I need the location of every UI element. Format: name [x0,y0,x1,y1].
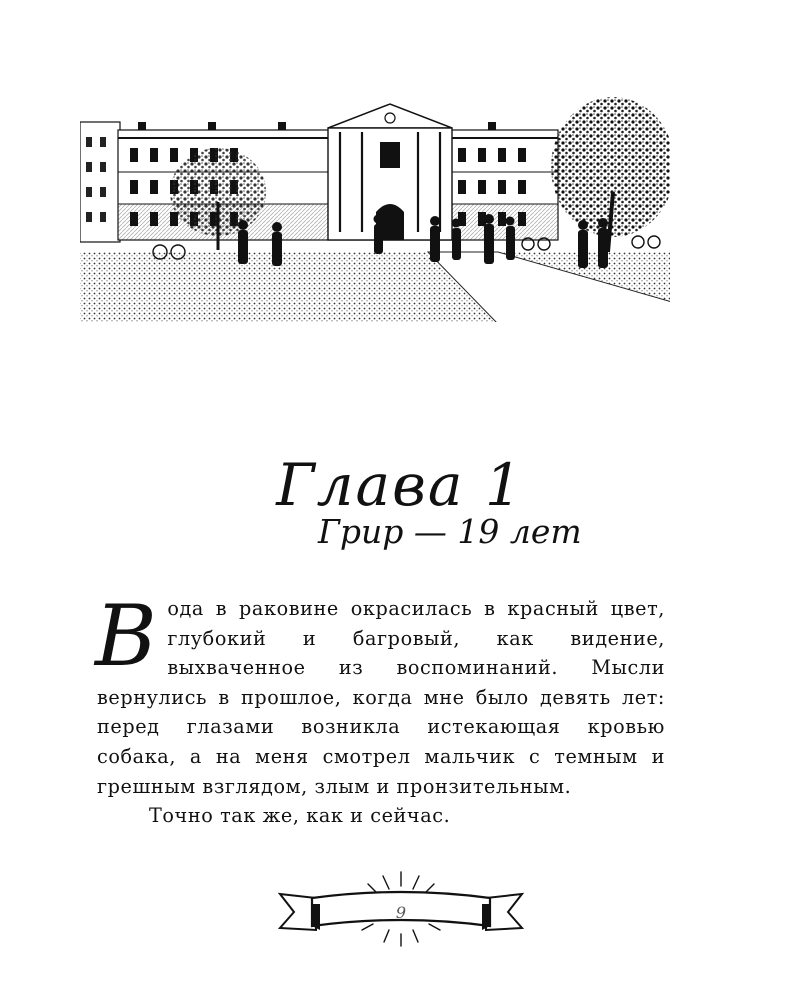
opening-paragraph [95,587,665,801]
drop-cap: В [95,587,158,685]
page-number-ribbon [272,868,530,952]
page-number: 9 [395,903,407,922]
chapter-title: Глава 1 [276,450,524,519]
chapter-subtitle: Грир — 19 лет [318,512,582,551]
closing-paragraph: Точно так же, как и сейчас. [149,804,451,828]
opening-paragraph-text: ода в раковине окрасилась в красный цвет, глубокий и багровый, как видение, выхваченное из воспоминаний. Мысли вернулись в прошлое, когда мне было девять лет: перед глазами возникла истекающая кровью собака, а на меня смотрел мальчик с темным и грешным взглядом, злым и пронзительным. [97,597,665,798]
chapter-body [95,587,665,831]
campus-building-illustration [78,92,672,324]
